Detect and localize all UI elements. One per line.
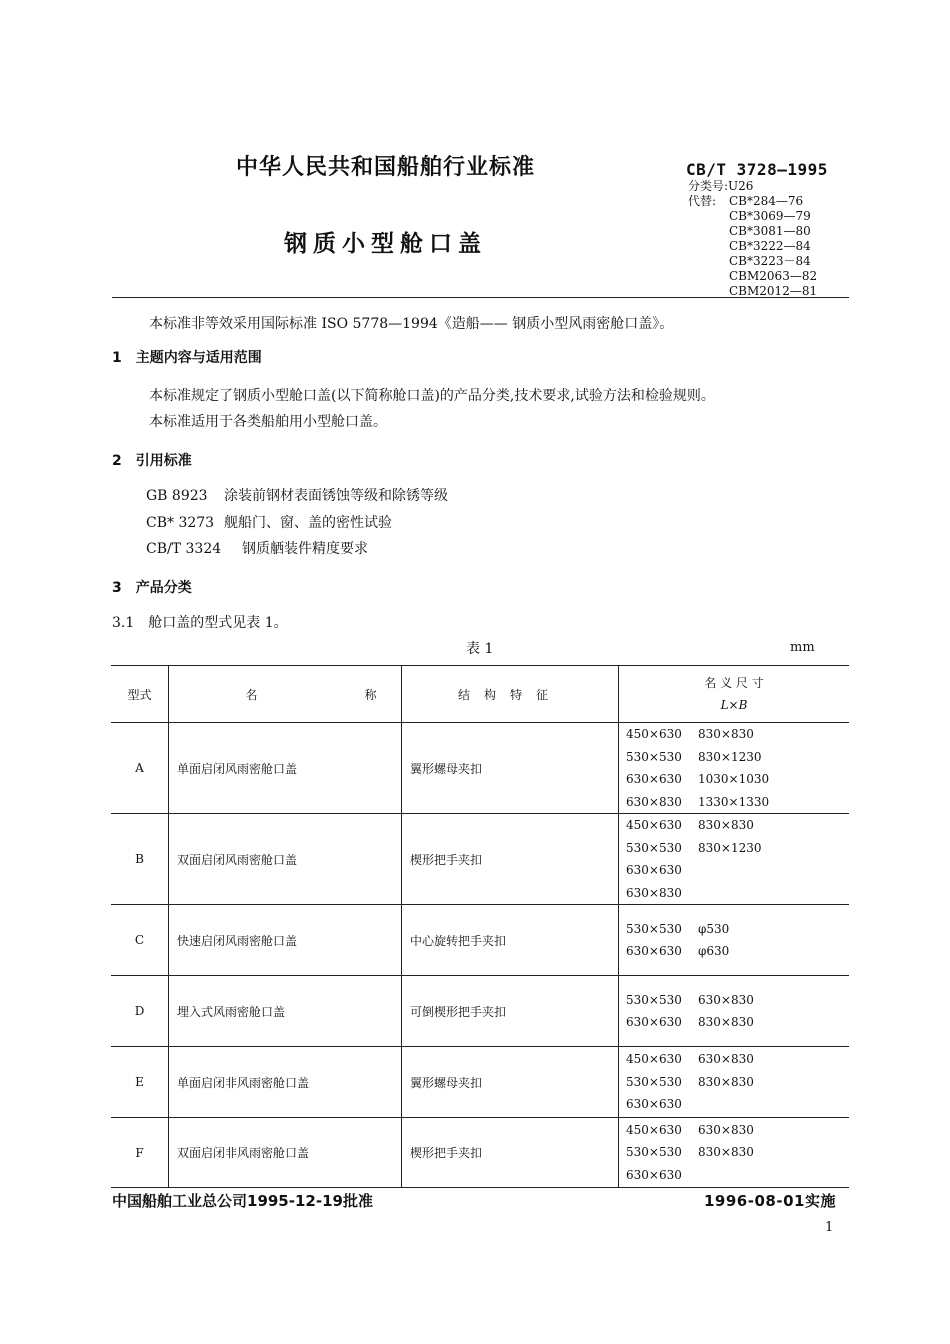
size-line: 630×630	[626, 1167, 682, 1182]
name-cell: 快速启闭风雨密舱口盖	[169, 905, 402, 976]
section-1-paragraph-1: 本标准规定了钢质小型舱口盖(以下简称舱口盖)的产品分类,技术要求,试验方法和检验规则。	[149, 388, 715, 404]
size-line: 630×630 1030×1030	[626, 772, 770, 786]
name-cell: 单面启闭非风雨密舱口盖	[169, 1047, 402, 1118]
replaces-label: 代替:	[688, 194, 717, 208]
section-3-heading: 3 产品分类	[112, 580, 192, 596]
replaces-item: CBM2063—82	[729, 269, 818, 283]
size-line: 630×630	[626, 1097, 682, 1112]
size-line: 450×630 830×830	[626, 818, 754, 832]
structure-cell: 中心旋转把手夹扣	[402, 905, 619, 976]
classification-number: 分类号:U26	[688, 179, 754, 193]
reference-title: 钢质舾装件精度要求	[242, 541, 368, 557]
section-1-paragraph-2: 本标准适用于各类船舶用小型舱口盖。	[149, 414, 387, 430]
size-line: 530×530 830×1230	[626, 840, 762, 855]
header-size-sub: L×B	[720, 698, 748, 712]
size-cell	[619, 976, 850, 1047]
size-line: 630×630	[626, 863, 682, 877]
size-line: 450×630 630×830	[626, 1052, 754, 1067]
type-cell: C	[111, 905, 169, 976]
header-type: 型式	[111, 666, 169, 723]
size-cell	[619, 1118, 850, 1188]
size-line: 530×530 830×1230	[626, 749, 762, 764]
table-row	[111, 723, 849, 814]
table-row	[111, 1047, 849, 1118]
reference-title: 涂装前钢材表面锈蚀等级和除锈等级	[224, 488, 448, 504]
reference-code: CB* 3273	[146, 515, 215, 531]
replaces-item: CB*3222—84	[729, 239, 811, 253]
table-header-row	[111, 666, 849, 723]
type-cell: A	[111, 723, 169, 814]
size-line: 530×530 830×830	[626, 1145, 754, 1160]
size-line: 630×830	[626, 885, 682, 900]
intro-paragraph: 本标准非等效采用国际标准 ISO 5778—1994《造船—— 钢质小型风雨密舱口盖》。	[149, 316, 674, 332]
size-cell	[619, 814, 850, 905]
header-name-part: 名	[245, 687, 258, 702]
header-name-part: 称	[364, 687, 377, 702]
reference-item	[146, 538, 368, 558]
header-name	[169, 666, 402, 723]
structure-cell: 可倒楔形把手夹扣	[402, 976, 619, 1047]
size-line: 450×630 630×830	[626, 1122, 754, 1137]
size-line: 630×630 830×830	[626, 1015, 754, 1029]
size-line: 630×630 φ630	[626, 944, 730, 958]
type-cell: F	[111, 1118, 169, 1188]
section-2-heading: 2 引用标准	[112, 453, 192, 469]
page-number: 1	[825, 1220, 834, 1235]
replaces-item: CB*3081—80	[729, 224, 811, 238]
structure-cell: 翼形螺母夹扣	[402, 723, 619, 814]
header-size-title: 名 义 尺 寸	[704, 676, 764, 690]
effective-date: 1996-08-01实施	[704, 1192, 836, 1210]
name-cell: 双面启闭风雨密舱口盖	[169, 814, 402, 905]
name-cell: 双面启闭非风雨密舱口盖	[169, 1118, 402, 1188]
type-cell: D	[111, 976, 169, 1047]
reference-code: GB 8923	[146, 488, 208, 504]
type-cell: E	[111, 1047, 169, 1118]
reference-item	[146, 485, 448, 505]
section-1-heading: 1 主题内容与适用范围	[112, 350, 262, 366]
approval-line: 中国船舶工业总公司1995-12-19批准	[112, 1192, 373, 1210]
hatch-cover-types-table	[111, 665, 849, 1188]
size-line: 530×530 φ530	[626, 921, 730, 936]
header-divider	[112, 297, 849, 298]
reference-code: CB/T 3324	[146, 541, 222, 557]
table-unit: mm	[790, 640, 815, 655]
standard-code: CB/T 3728—1995	[686, 160, 828, 179]
name-cell: 埋入式风雨密舱口盖	[169, 976, 402, 1047]
replaces-list	[729, 194, 817, 299]
structure-cell: 翼形螺母夹扣	[402, 1047, 619, 1118]
table-row	[111, 905, 849, 976]
replaces-item: CB*284—76	[729, 194, 804, 208]
section-3-1-text: 3.1 舱口盖的型式见表 1。	[112, 615, 288, 631]
size-cell	[619, 905, 850, 976]
name-cell: 单面启闭风雨密舱口盖	[169, 723, 402, 814]
replaces-item: CB*3069—79	[729, 209, 811, 223]
replaces-item: CB*3223－84	[729, 254, 811, 268]
size-cell	[619, 723, 850, 814]
size-line: 530×530 630×830	[626, 992, 754, 1007]
reference-item	[146, 512, 392, 532]
document-title: 钢质小型舱口盖	[284, 231, 487, 257]
header-structure: 结构特征	[402, 666, 619, 723]
header-size	[619, 666, 850, 723]
standard-title: 中华人民共和国船舶行业标准	[236, 155, 536, 180]
type-cell: B	[111, 814, 169, 905]
table-row	[111, 814, 849, 905]
size-line: 450×630 830×830	[626, 727, 754, 741]
structure-cell: 楔形把手夹扣	[402, 814, 619, 905]
table-row	[111, 976, 849, 1047]
replaces-item: CBM2012—81	[729, 284, 818, 298]
table-caption: 表 1	[466, 641, 494, 657]
table-row	[111, 1118, 849, 1188]
size-cell	[619, 1047, 850, 1118]
structure-cell: 楔形把手夹扣	[402, 1118, 619, 1188]
size-line: 530×530 830×830	[626, 1074, 754, 1089]
reference-title: 舰船门、窗、盖的密性试验	[224, 515, 392, 531]
size-line: 630×830 1330×1330	[626, 794, 770, 809]
